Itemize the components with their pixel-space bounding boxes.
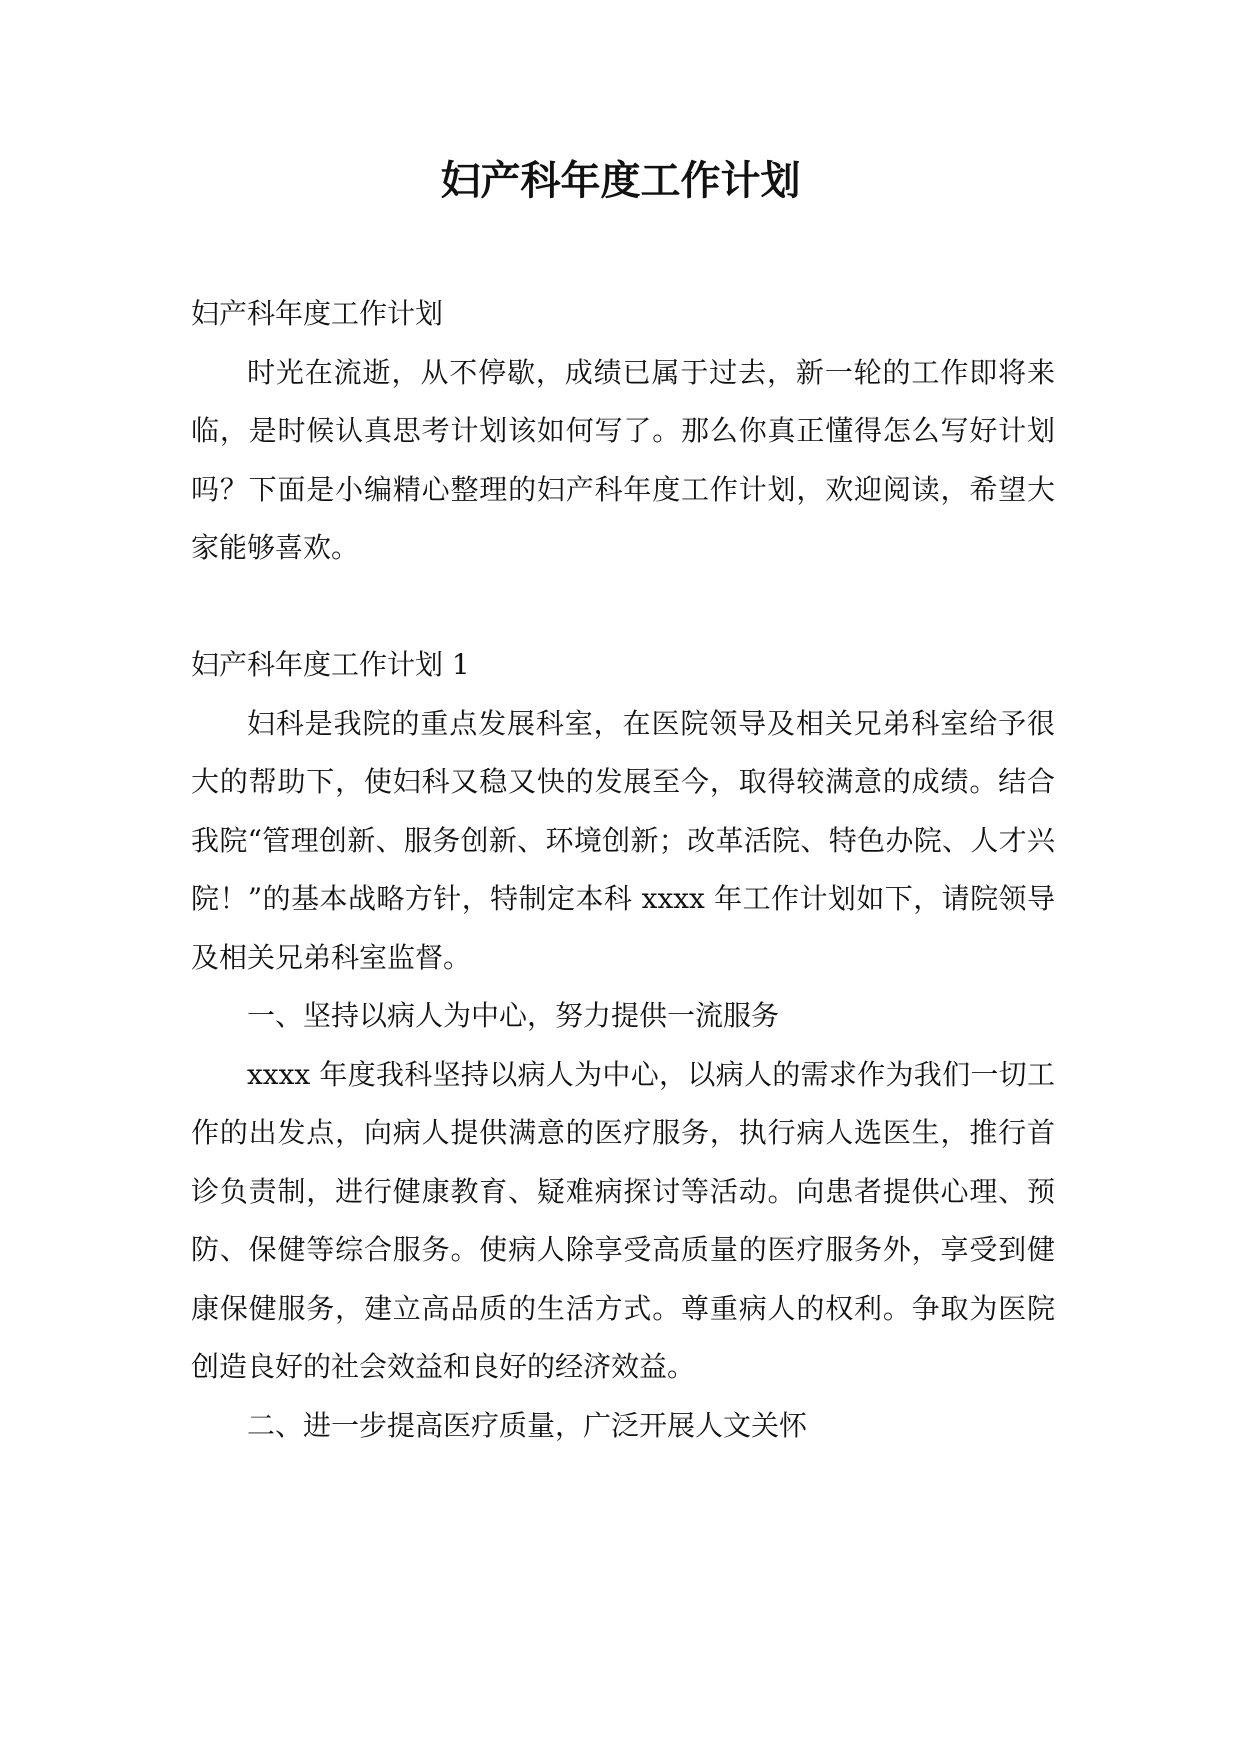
plan1-paragraph: 妇科是我院的重点发展科室，在医院领导及相关兄弟科室给予很大的帮助下，使妇科又稳又快的发展至今，取得较满意的成绩。结合我院“管理创新、服务创新、环境创新；改革活院、特色办院、人才兴院！”的基本战略方针，特制定本科 xxxx 年工作计划如下，请院领导及相关兄弟科室监督。 <box>191 706 1055 974</box>
item1-paragraph: xxxx 年度我科坚持以病人为中心，以病人的需求作为我们一切工作的出发点，向病人提供满意的医疗服务，执行病人选医生，推行首诊负责制，进行健康教育、疑难病探讨等活动。向患者提供心理、预防、保健等综合服务。使病人除享受高质量的医疗服务外，享受到健康保健服务，建立高品质的生活方式。尊重病人的权利。争取为医院创造良好的社会效益和良好的经济效益。 <box>191 1057 1055 1383</box>
plan1-heading: 妇产科年度工作计划 1 <box>191 648 470 681</box>
item1-heading: 一、坚持以病人为中心，努力提供一流服务 <box>247 999 780 1032</box>
intro-paragraph: 时光在流逝，从不停歇，成绩已属于过去，新一轮的工作即将来临，是时候认真思考计划该如何写了。那么你真正懂得怎么写好计划吗？下面是小编精心整理的妇产科年度工作计划，欢迎阅读，希望大家能够喜欢。 <box>191 355 1055 564</box>
item2-heading: 二、进一步提高医疗质量，广泛开展人文关怀 <box>247 1408 808 1442</box>
document-body <box>191 285 1055 1455</box>
paragraph-spacer <box>191 578 1055 637</box>
document-title: 妇产科年度工作计划 <box>440 157 801 204</box>
intro-heading: 妇产科年度工作计划 <box>191 297 444 330</box>
